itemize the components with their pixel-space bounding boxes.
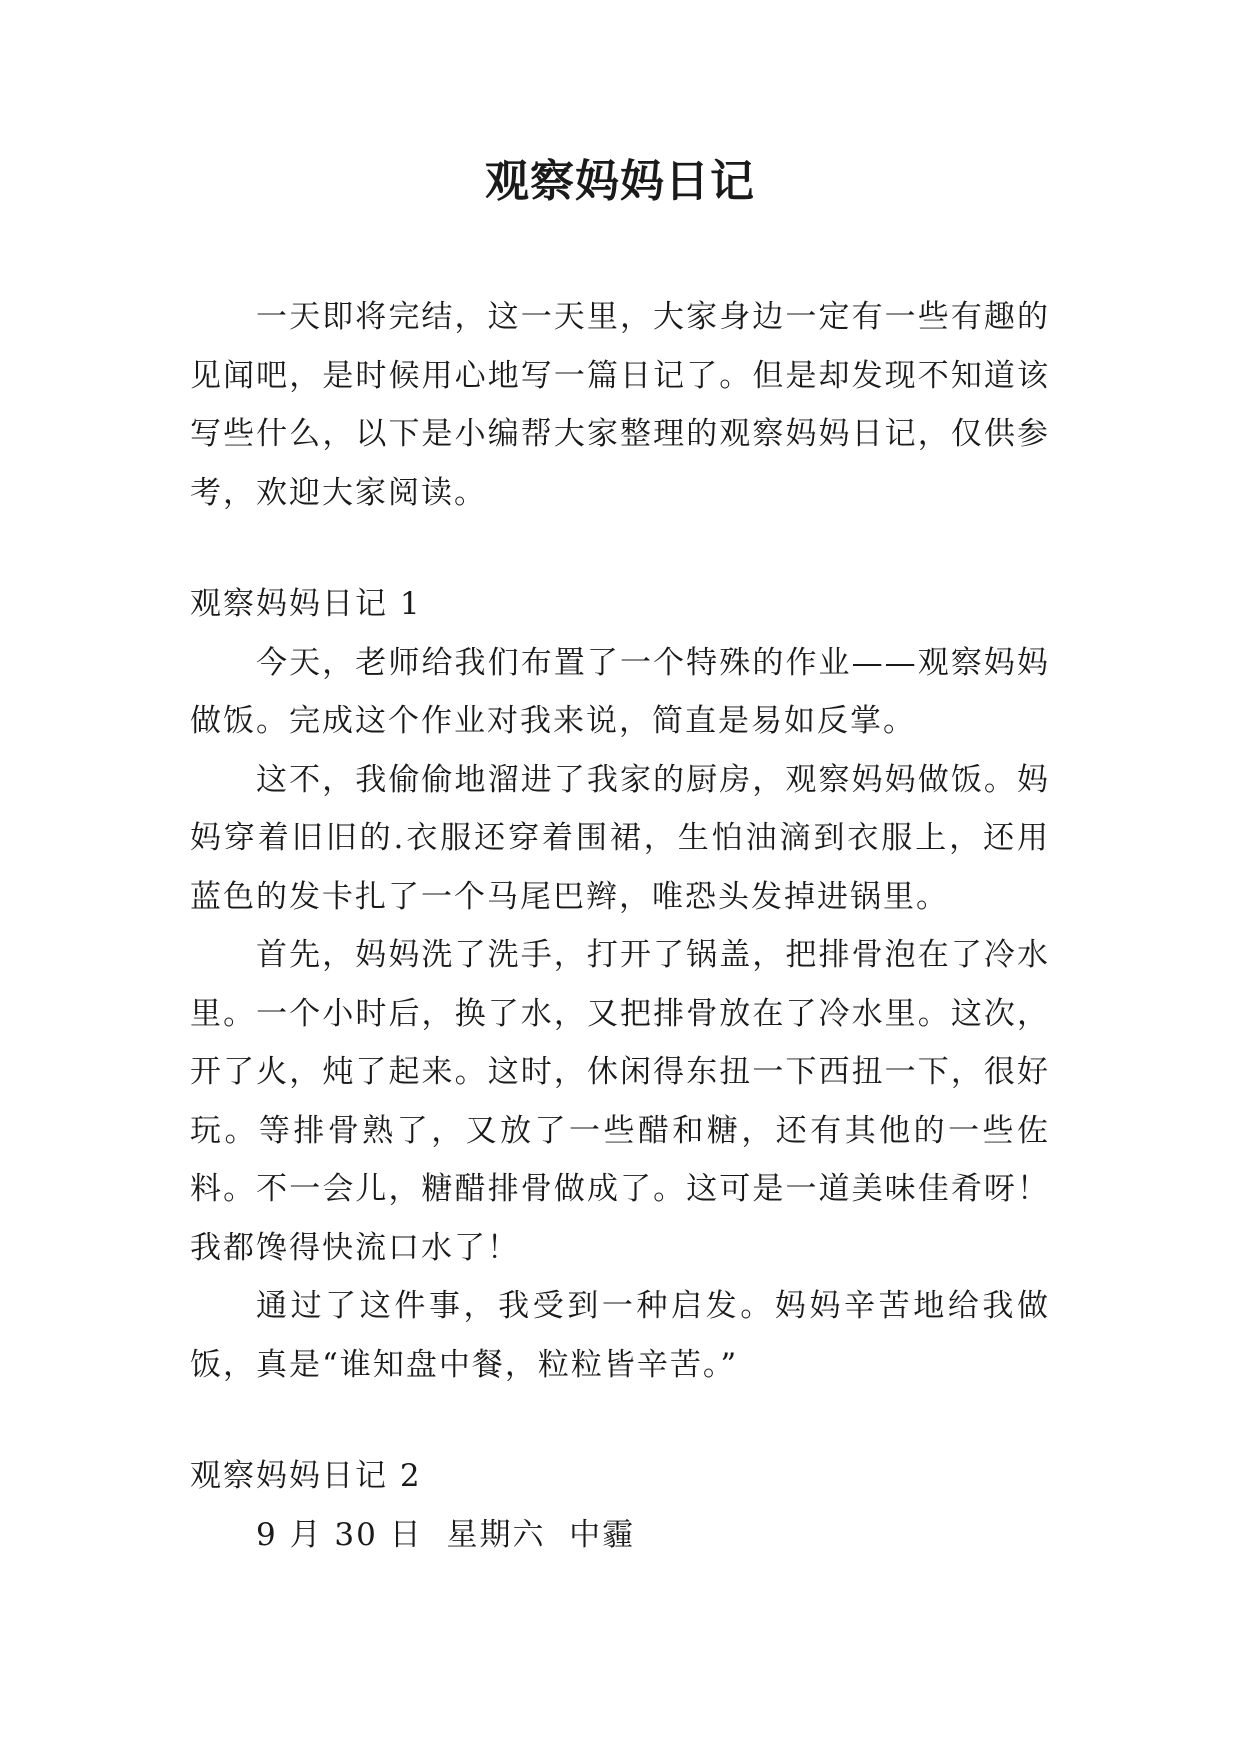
entry-1-paragraph-1: 今天，老师给我们布置了一个特殊的作业——观察妈妈做饭。完成这个作业对我来说，简直是易如反掌。 (190, 644, 1050, 739)
entry-heading-1: 观察妈妈日记 1 (190, 586, 422, 622)
entry-1-paragraph-3: 首先，妈妈洗了洗手，打开了锅盖，把排骨泡在了冷水里。一个小时后，换了水，又把排骨放在了冷水里。这次，开了火，炖了起来。这时，休闲得东扭一下西扭一下，很好玩。等排骨熟了，又放了一些醋和糖，还有其他的一些佐料。不一会儿，糖醋排骨做成了。这可是一道美味佳肴呀！我都馋得快流口水了！ (190, 937, 1050, 1266)
entry-heading-2: 观察妈妈日记 2 (190, 1458, 422, 1494)
document-body (190, 288, 1050, 1564)
entry-1-paragraph-2: 这不，我偷偷地溜进了我家的厨房，观察妈妈做饭。妈妈穿着旧旧的.衣服还穿着围裙，生怕油滴到衣服上，还用蓝色的发卡扎了一个马尾巴辫，唯恐头发掉进锅里。 (190, 761, 1050, 915)
entry-1-paragraph-4: 通过了这件事，我受到一种启发。妈妈辛苦地给我做饭，真是“谁知盘中餐，粒粒皆辛苦。” (190, 1288, 1050, 1383)
document-title: 观察妈妈日记 (485, 156, 755, 207)
intro-paragraph: 一天即将完结，这一天里，大家身边一定有一些有趣的见闻吧，是时候用心地写一篇日记了。但是却发现不知道该写些什么，以下是小编帮大家整理的观察妈妈日记，仅供参考，欢迎大家阅读。 (190, 299, 1050, 511)
entry-2-date-line: 9 月 30 日 星期六 中霾 (256, 1516, 636, 1553)
